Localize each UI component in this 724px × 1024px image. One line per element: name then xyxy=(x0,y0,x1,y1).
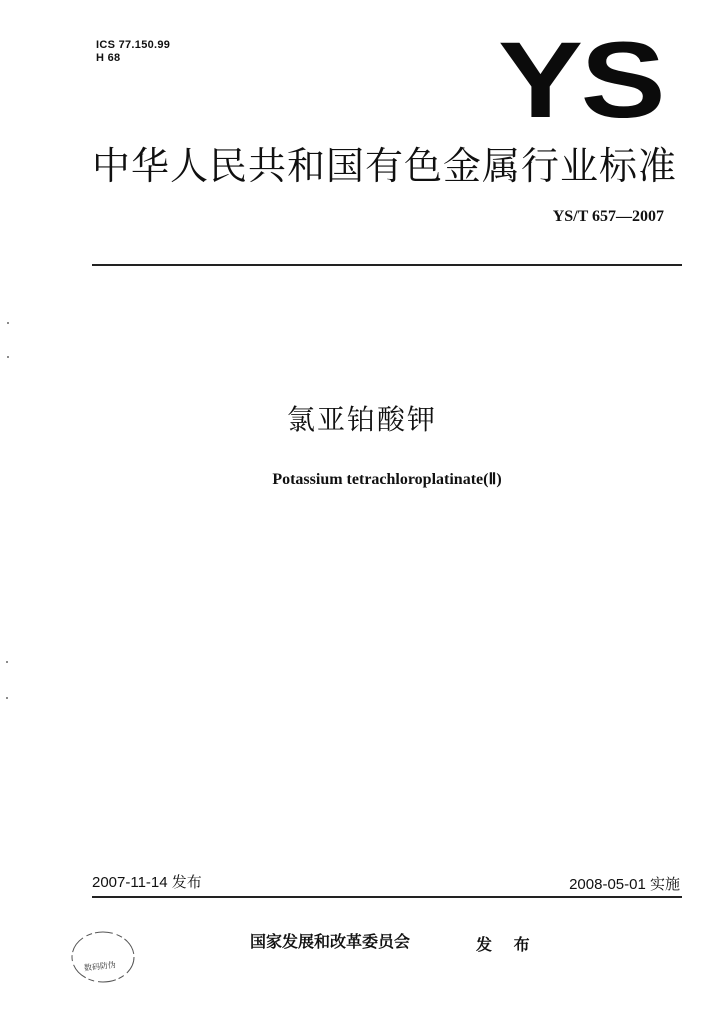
scan-speck xyxy=(7,356,9,358)
industry-standard-title: 中华人民共和国有色金属行业标准 xyxy=(92,144,678,188)
anti-counterfeit-stamp-icon xyxy=(68,928,138,986)
scan-speck xyxy=(6,661,8,663)
issue-date: 2007-11-14 发布 xyxy=(92,874,202,891)
ccs-code: H 68 xyxy=(96,52,121,64)
ys-logo: YS xyxy=(498,19,664,140)
classification-codes xyxy=(96,39,170,65)
scan-speck xyxy=(6,697,8,699)
issuing-authority: 国家发展和改革委员会 xyxy=(250,932,411,951)
publish-label: 发 布 xyxy=(476,935,538,954)
footer-divider xyxy=(92,896,682,898)
implementation-date: 2008-05-01 实施 xyxy=(569,876,680,893)
scan-speck xyxy=(7,322,9,324)
header-divider xyxy=(92,264,682,266)
standard-number: YS/T 657—2007 xyxy=(552,208,664,225)
document-title-english: Potassium tetrachloroplatinate(Ⅱ) xyxy=(272,471,502,488)
ics-code: ICS 77.150.99 xyxy=(96,39,171,51)
document-title-chinese: 氯亚铂酸钾 xyxy=(286,403,437,436)
stamp-label: 数码防伪 xyxy=(83,960,117,973)
